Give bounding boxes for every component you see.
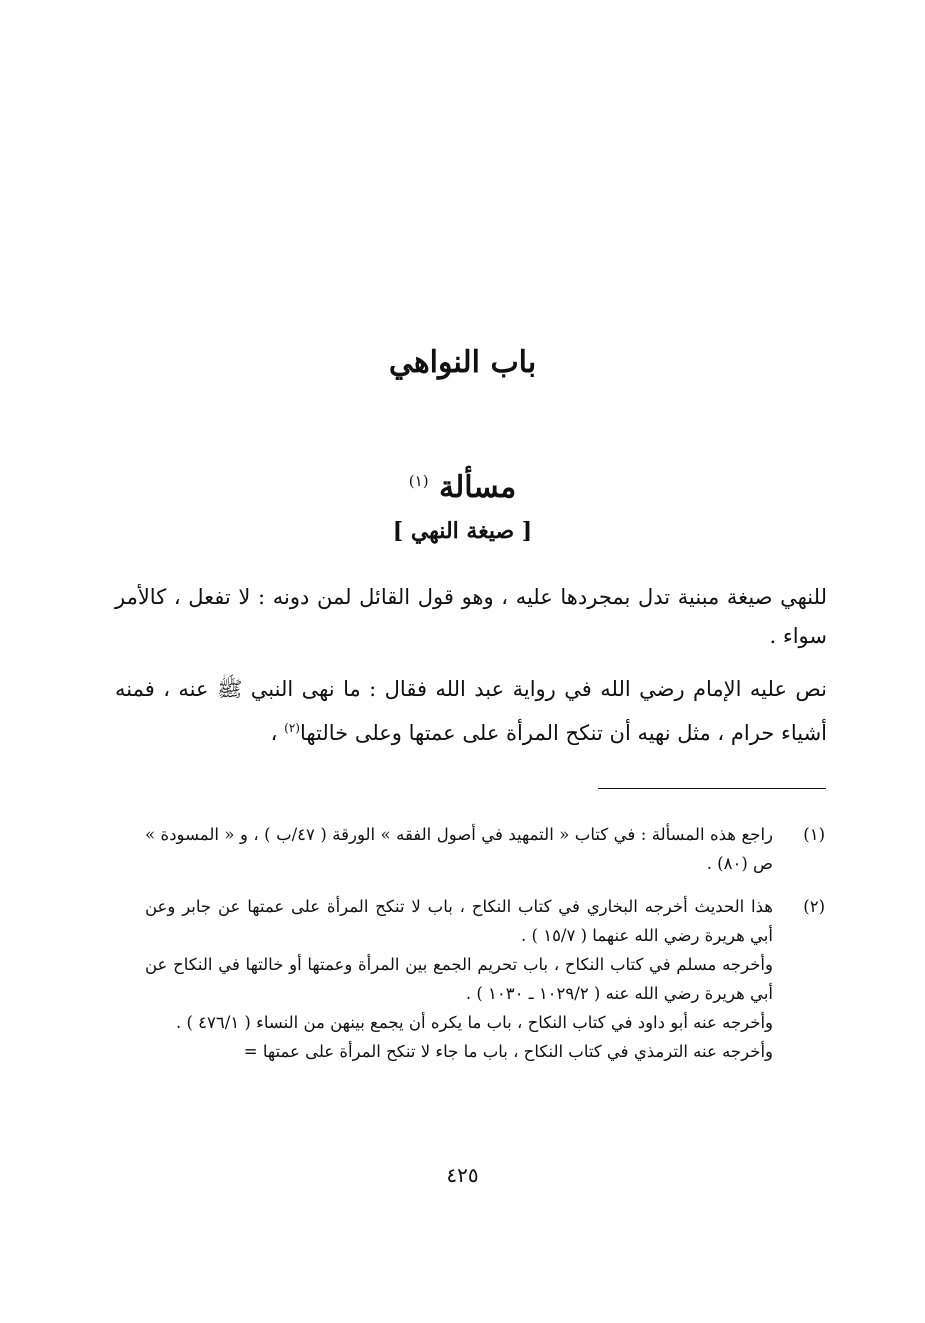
body-paragraph-1: للنهي صيغة مبنية تدل بمجردها عليه ، وهو قول القائل لمن دونه : لا تفعل ، كالأمر سواء . xyxy=(115,585,827,648)
footnote-2-line-1: هذا الحديث أخرجه البخاري في كتاب النكاح ، باب لا تنكح المرأة على عمتها عن جابر وعن أبي هريرة رضي الله عنهما ( ١٥/٧ ) . xyxy=(145,897,773,945)
footnote-2-line-2: وأخرجه مسلم في كتاب النكاح ، باب تحريم الجمع بين المرأة وعمتها أو خالتها في النكاح عن أبي هريرة رضي الله عنه ( ١٠٢٩/٢ ـ ١٠٣٠ ) . xyxy=(145,955,773,1003)
chapter-title: باب النواهي xyxy=(388,345,537,380)
footnote-2-body xyxy=(145,892,773,1066)
body-paragraph-2-note-ref: (٢) xyxy=(284,721,300,735)
footnote-divider xyxy=(598,788,826,789)
body-paragraph-2-tail: ، xyxy=(270,721,285,745)
footnote-2-number: (٢) xyxy=(803,897,825,916)
footnote-2 xyxy=(145,892,825,1066)
footnote-2-line-4: وأخرجه عنه الترمذي في كتاب النكاح ، باب ما جاء لا تنكح المرأة على عمتها = xyxy=(243,1042,773,1061)
masala-title: مسألة xyxy=(439,470,517,505)
page-number: ٤٢٥ xyxy=(446,1163,479,1187)
section-subtitle: [ صيغة النهي ] xyxy=(392,518,533,544)
masala-heading xyxy=(0,470,925,505)
masala-note-ref: (١) xyxy=(408,472,429,490)
body-paragraph-2-text: نص عليه الإمام رضي الله في رواية عبد الله فقال : ما نهى النبي ﷺ عنه ، فمنه أشياء حرام ، مثل نهيه أن تنكح المرأة على عمتها وعلى خالتها xyxy=(115,677,827,745)
body-paragraph-2 xyxy=(115,670,827,753)
footnote-2-line-3: وأخرجه عنه أبو داود في كتاب النكاح ، باب ما يكره أن يجمع بينهن من النساء ( ٤٧٦/١ ) . xyxy=(176,1013,773,1032)
footnote-1-line-1: راجع هذه المسألة : في كتاب « التمهيد في أصول الفقه » الورقة ( ٤٧/ب ) ، و « المسودة » ص (٨٠) . xyxy=(145,825,773,873)
footnote-1-body xyxy=(145,820,773,878)
footnote-1 xyxy=(145,820,825,878)
footnote-1-number: (١) xyxy=(803,825,825,844)
